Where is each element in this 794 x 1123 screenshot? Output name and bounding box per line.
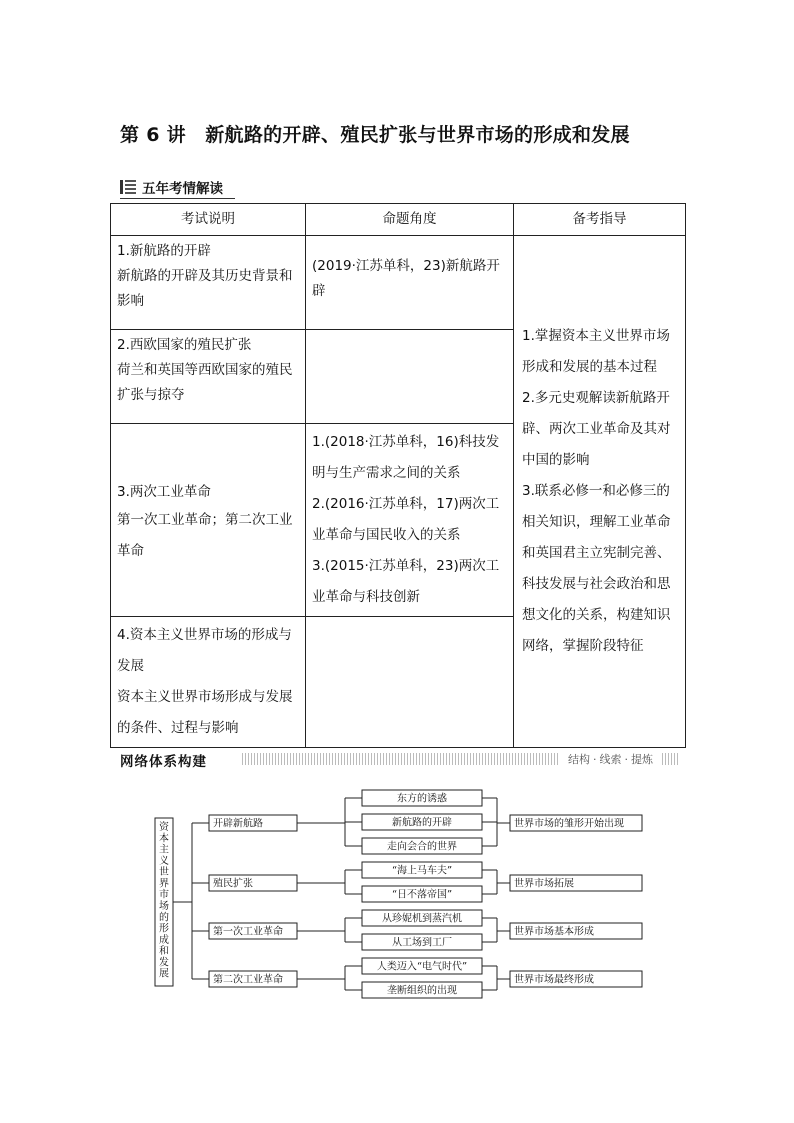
exam-item-title: 3.两次工业革命: [117, 483, 211, 500]
item-label: 人类迈入“电气时代”: [376, 961, 468, 973]
column-header: 命题角度: [306, 204, 514, 236]
exam-angle-text: (2019·江苏单科，23)新航路开辟: [312, 258, 500, 299]
item-label: 东方的诱惑: [397, 793, 447, 805]
branch-label: 第一次工业革命: [213, 926, 283, 938]
root-label-char: 资: [159, 822, 169, 833]
root-label-char: 主: [159, 844, 169, 856]
exam-item-body: 第一次工业革命；第二次工业革命: [117, 511, 293, 559]
root-label-char: 发: [159, 957, 169, 969]
exam-item-body: 新航路的开辟及其历史背景和影响: [117, 268, 293, 309]
result-label: 世界市场基本形成: [514, 926, 594, 938]
exam-item-title: 2.西欧国家的殖民扩张: [117, 337, 252, 353]
root-label-char: 成: [159, 934, 169, 946]
branch-label: 第二次工业革命: [213, 974, 283, 986]
item-label: 垄断组织的出现: [387, 985, 457, 997]
section-title: 五年考情解读: [142, 181, 223, 197]
item-label: 新航路的开辟: [392, 817, 452, 829]
root-label-char: 展: [159, 968, 169, 980]
column-header: 备考指导: [514, 204, 686, 236]
section-tag: 线索: [599, 753, 622, 766]
exam-item-body: 资本主义世界市场形成与发展的条件、过程与影响: [117, 689, 293, 736]
item-label: “日不落帝国”: [391, 889, 453, 901]
root-label-char: 义: [159, 855, 169, 867]
exam-item-title: 4.资本主义世界市场的形成与发展: [117, 627, 292, 674]
root-label-char: 和: [159, 946, 169, 958]
section-title: 网络体系构建: [120, 754, 207, 770]
exam-item-title: 1.新航路的开辟: [117, 243, 211, 259]
section-tag: 提炼: [631, 753, 653, 766]
root-label-char: 市: [159, 889, 169, 901]
root-label-char: 的: [159, 912, 169, 924]
branch-label: 殖民扩张: [213, 878, 253, 890]
result-label: 世界市场最终形成: [514, 974, 594, 986]
item-label: “海上马车夫”: [391, 865, 453, 877]
root-label-char: 世: [159, 867, 169, 879]
section-tags: 结构 · 线索 · 提炼: [559, 751, 662, 767]
exam-angle-text: 1.(2018·江苏单科，16)科技发明与生产需求之间的关系 2.(2016·江苏单科，17)两次工业革命与国民收入的关系 3.(2015·江苏单科，23)两次工业革命与科技创新: [312, 434, 500, 605]
exam-item-body: 荷兰和英国等西欧国家的殖民扩张与掠夺: [117, 362, 293, 403]
item-label: 从珍妮机到蒸汽机: [382, 913, 462, 925]
root-label-char: 界: [159, 878, 169, 890]
root-label-char: 形: [159, 923, 169, 935]
result-label: 世界市场拓展: [514, 878, 574, 890]
item-label: 走向会合的世界: [387, 841, 457, 853]
section-tag: 结构: [568, 753, 590, 766]
page-title: 第 6 讲 新航路的开辟、殖民扩张与世界市场的形成和发展: [120, 124, 630, 146]
column-header: 考试说明: [111, 204, 306, 236]
root-label-char: 场: [159, 901, 169, 912]
item-label: 从工场到工厂: [392, 937, 452, 949]
prep-guide-text: 1.掌握资本主义世界市场形成和发展的基本过程 2.多元史观解读新航路开辟、两次工业革命及其对中国的影响 3.联系必修一和必修三的相关知识，理解工业革命和英国君主立宪制完善、科技发展与社会政治和思想文化的关系，构建知识网络，掌握阶段特征: [522, 328, 671, 654]
branch-label: 开辟新航路: [213, 818, 263, 830]
result-label: 世界市场的雏形开始出现: [514, 818, 624, 830]
root-label-char: 本: [159, 833, 169, 845]
